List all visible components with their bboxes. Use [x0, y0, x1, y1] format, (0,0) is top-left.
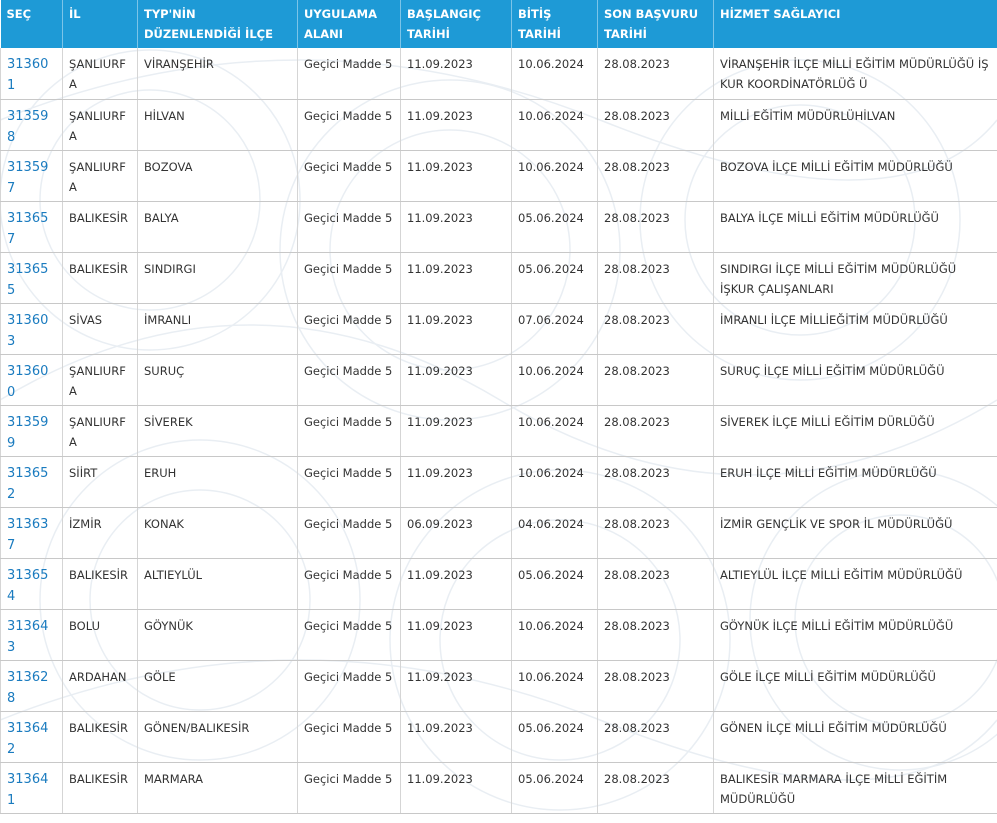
cell-ilce: BALYA	[138, 201, 298, 252]
cell-bitis-tarihi: 07.06.2024	[512, 303, 598, 354]
cell-ilce: GÖYNÜK	[138, 609, 298, 660]
select-link[interactable]: 313628	[7, 669, 49, 706]
cell-sec	[1, 609, 63, 660]
header-hizmet-saglayici[interactable]: HİZMET SAĞLAYICI	[714, 0, 997, 48]
cell-baslangic-tarihi: 11.09.2023	[401, 711, 512, 762]
cell-baslangic-tarihi: 06.09.2023	[401, 507, 512, 558]
cell-hizmet-saglayici: VİRANŞEHİR İLÇE MİLLİ EĞİTİM MÜDÜRLÜĞÜ İŞ KUR KOORDİNATÖRLÜĞ Ü	[714, 48, 997, 99]
cell-son-basvuru-tarihi: 28.08.2023	[598, 456, 714, 507]
cell-sec	[1, 456, 63, 507]
cell-uygulama-alani: Geçici Madde 5	[298, 303, 401, 354]
cell-il: ŞANLIURFA	[63, 354, 138, 405]
header-uygulama-alani[interactable]: UYGULAMA ALANI	[298, 0, 401, 48]
cell-son-basvuru-tarihi: 28.08.2023	[598, 150, 714, 201]
select-link[interactable]: 313597	[7, 159, 49, 196]
cell-son-basvuru-tarihi: 28.08.2023	[598, 99, 714, 150]
select-link[interactable]: 313603	[7, 312, 49, 349]
cell-uygulama-alani: Geçici Madde 5	[298, 405, 401, 456]
cell-bitis-tarihi: 10.06.2024	[512, 609, 598, 660]
cell-uygulama-alani: Geçici Madde 5	[298, 507, 401, 558]
cell-son-basvuru-tarihi: 28.08.2023	[598, 303, 714, 354]
cell-hizmet-saglayici: GÖYNÜK İLÇE MİLLİ EĞİTİM MÜDÜRLÜĞÜ	[714, 609, 997, 660]
cell-sec	[1, 150, 63, 201]
table-row	[1, 558, 997, 609]
cell-sec	[1, 507, 63, 558]
cell-hizmet-saglayici: MİLLİ EĞİTİM MÜDÜRLÜHİLVAN	[714, 99, 997, 150]
cell-hizmet-saglayici: SURUÇ İLÇE MİLLİ EĞİTİM MÜDÜRLÜĞÜ	[714, 354, 997, 405]
cell-ilce: GÖNEN/BALIKESİR	[138, 711, 298, 762]
cell-bitis-tarihi: 05.06.2024	[512, 711, 598, 762]
cell-hizmet-saglayici: SINDIRGI İLÇE MİLLİ EĞİTİM MÜDÜRLÜĞÜ İŞKUR ÇALIŞANLARI	[714, 252, 997, 303]
cell-son-basvuru-tarihi: 28.08.2023	[598, 609, 714, 660]
cell-hizmet-saglayici: GÖLE İLÇE MİLLİ EĞİTİM MÜDÜRLÜĞÜ	[714, 660, 997, 711]
cell-son-basvuru-tarihi: 28.08.2023	[598, 252, 714, 303]
cell-uygulama-alani: Geçici Madde 5	[298, 48, 401, 99]
cell-sec	[1, 660, 63, 711]
cell-son-basvuru-tarihi: 28.08.2023	[598, 711, 714, 762]
header-sec[interactable]: SEÇ	[1, 0, 63, 48]
cell-ilce: İMRANLI	[138, 303, 298, 354]
cell-bitis-tarihi: 10.06.2024	[512, 405, 598, 456]
cell-il: BALIKESİR	[63, 558, 138, 609]
select-link[interactable]: 313601	[7, 57, 49, 93]
cell-sec	[1, 558, 63, 609]
cell-sec	[1, 405, 63, 456]
table-row	[1, 252, 997, 303]
select-link[interactable]: 313637	[7, 516, 49, 553]
cell-sec	[1, 303, 63, 354]
cell-ilce: VİRANŞEHİR	[138, 48, 298, 99]
cell-ilce: ERUH	[138, 456, 298, 507]
cell-bitis-tarihi: 05.06.2024	[512, 762, 598, 813]
cell-baslangic-tarihi: 11.09.2023	[401, 405, 512, 456]
cell-bitis-tarihi: 05.06.2024	[512, 558, 598, 609]
cell-bitis-tarihi: 10.06.2024	[512, 150, 598, 201]
table-row	[1, 48, 997, 99]
cell-il: SİİRT	[63, 456, 138, 507]
select-link[interactable]: 313600	[7, 363, 49, 400]
select-link[interactable]: 313598	[7, 108, 49, 145]
cell-son-basvuru-tarihi: 28.08.2023	[598, 507, 714, 558]
table-row	[1, 354, 997, 405]
cell-baslangic-tarihi: 11.09.2023	[401, 252, 512, 303]
cell-il: BALIKESİR	[63, 201, 138, 252]
cell-uygulama-alani: Geçici Madde 5	[298, 762, 401, 813]
cell-sec	[1, 99, 63, 150]
cell-il: BOLU	[63, 609, 138, 660]
cell-baslangic-tarihi: 11.09.2023	[401, 99, 512, 150]
cell-son-basvuru-tarihi: 28.08.2023	[598, 354, 714, 405]
cell-sec	[1, 711, 63, 762]
cell-il: İZMİR	[63, 507, 138, 558]
cell-baslangic-tarihi: 11.09.2023	[401, 303, 512, 354]
cell-son-basvuru-tarihi: 28.08.2023	[598, 48, 714, 99]
cell-baslangic-tarihi: 11.09.2023	[401, 762, 512, 813]
cell-ilce: SİVEREK	[138, 405, 298, 456]
table-row	[1, 201, 997, 252]
cell-hizmet-saglayici: BOZOVA İLÇE MİLLİ EĞİTİM MÜDÜRLÜĞÜ	[714, 150, 997, 201]
select-link[interactable]: 313641	[7, 771, 49, 808]
cell-uygulama-alani: Geçici Madde 5	[298, 252, 401, 303]
cell-uygulama-alani: Geçici Madde 5	[298, 99, 401, 150]
cell-bitis-tarihi: 04.06.2024	[512, 507, 598, 558]
cell-bitis-tarihi: 10.06.2024	[512, 354, 598, 405]
select-link[interactable]: 313599	[7, 414, 49, 451]
cell-baslangic-tarihi: 11.09.2023	[401, 609, 512, 660]
cell-sec	[1, 762, 63, 813]
cell-baslangic-tarihi: 11.09.2023	[401, 48, 512, 99]
cell-ilce: HİLVAN	[138, 99, 298, 150]
cell-son-basvuru-tarihi: 28.08.2023	[598, 762, 714, 813]
table-row	[1, 405, 997, 456]
table-row	[1, 99, 997, 150]
cell-ilce: SURUÇ	[138, 354, 298, 405]
cell-baslangic-tarihi: 11.09.2023	[401, 558, 512, 609]
cell-bitis-tarihi: 05.06.2024	[512, 201, 598, 252]
cell-hizmet-saglayici: ERUH İLÇE MİLLİ EĞİTİM MÜDÜRLÜĞÜ	[714, 456, 997, 507]
select-link[interactable]: 313654	[7, 567, 49, 604]
cell-hizmet-saglayici: SİVEREK İLÇE MİLLİ EĞİTİM DÜRLÜĞÜ	[714, 405, 997, 456]
cell-bitis-tarihi: 10.06.2024	[512, 48, 598, 99]
table-row	[1, 762, 997, 813]
cell-il: ŞANLIURFA	[63, 405, 138, 456]
table-row	[1, 609, 997, 660]
cell-hizmet-saglayici: İZMİR GENÇLİK VE SPOR İL MÜDÜRLÜĞÜ	[714, 507, 997, 558]
cell-ilce: SINDIRGI	[138, 252, 298, 303]
table-row	[1, 303, 997, 354]
cell-hizmet-saglayici: BALIKESİR MARMARA İLÇE MİLLİ EĞİTİM MÜDÜRLÜĞÜ	[714, 762, 997, 813]
cell-hizmet-saglayici: ALTIEYLÜL İLÇE MİLLİ EĞİTİM MÜDÜRLÜĞÜ	[714, 558, 997, 609]
cell-bitis-tarihi: 05.06.2024	[512, 252, 598, 303]
cell-ilce: ALTIEYLÜL	[138, 558, 298, 609]
table-row	[1, 507, 997, 558]
cell-baslangic-tarihi: 11.09.2023	[401, 150, 512, 201]
cell-baslangic-tarihi: 11.09.2023	[401, 456, 512, 507]
cell-son-basvuru-tarihi: 28.08.2023	[598, 201, 714, 252]
cell-il: BALIKESİR	[63, 711, 138, 762]
cell-baslangic-tarihi: 11.09.2023	[401, 201, 512, 252]
cell-uygulama-alani: Geçici Madde 5	[298, 201, 401, 252]
cell-ilce: BOZOVA	[138, 150, 298, 201]
table-row	[1, 711, 997, 762]
select-link[interactable]: 313643	[7, 618, 49, 655]
table-row	[1, 660, 997, 711]
table-body	[1, 48, 997, 813]
cell-il: SİVAS	[63, 303, 138, 354]
cell-son-basvuru-tarihi: 28.08.2023	[598, 405, 714, 456]
table-row	[1, 456, 997, 507]
cell-bitis-tarihi: 10.06.2024	[512, 456, 598, 507]
cell-uygulama-alani: Geçici Madde 5	[298, 660, 401, 711]
cell-son-basvuru-tarihi: 28.08.2023	[598, 558, 714, 609]
header-son-basvuru-tarihi[interactable]: SON BAŞVURU TARİHİ	[598, 0, 714, 48]
cell-uygulama-alani: Geçici Madde 5	[298, 711, 401, 762]
cell-ilce: MARMARA	[138, 762, 298, 813]
header-ilce[interactable]: TYP'NİN DÜZENLENDİĞİ İLÇE	[138, 0, 298, 48]
select-link[interactable]: 313652	[7, 465, 49, 502]
select-link[interactable]: 313642	[7, 720, 49, 757]
header-il[interactable]: İL	[63, 0, 138, 48]
cell-baslangic-tarihi: 11.09.2023	[401, 660, 512, 711]
cell-uygulama-alani: Geçici Madde 5	[298, 609, 401, 660]
cell-hizmet-saglayici: İMRANLI İLÇE MİLLİEĞİTİM MÜDÜRLÜĞÜ	[714, 303, 997, 354]
table-header	[1, 0, 997, 48]
cell-ilce: KONAK	[138, 507, 298, 558]
cell-sec	[1, 252, 63, 303]
cell-son-basvuru-tarihi: 28.08.2023	[598, 660, 714, 711]
cell-uygulama-alani: Geçici Madde 5	[298, 456, 401, 507]
table-row	[1, 150, 997, 201]
header-baslangic-tarihi[interactable]: BAŞLANGIÇ TARİHİ	[401, 0, 512, 48]
cell-hizmet-saglayici: BALYA İLÇE MİLLİ EĞİTİM MÜDÜRLÜĞÜ	[714, 201, 997, 252]
cell-sec	[1, 48, 63, 99]
header-row	[1, 0, 997, 48]
cell-bitis-tarihi: 10.06.2024	[512, 99, 598, 150]
cell-il: BALIKESİR	[63, 762, 138, 813]
cell-il: ŞANLIURFA	[63, 99, 138, 150]
cell-uygulama-alani: Geçici Madde 5	[298, 150, 401, 201]
cell-sec	[1, 201, 63, 252]
cell-il: ŞANLIURFA	[63, 150, 138, 201]
cell-baslangic-tarihi: 11.09.2023	[401, 354, 512, 405]
cell-uygulama-alani: Geçici Madde 5	[298, 354, 401, 405]
cell-ilce: GÖLE	[138, 660, 298, 711]
cell-hizmet-saglayici: GÖNEN İLÇE MİLLİ EĞİTİM MÜDÜRLÜĞÜ	[714, 711, 997, 762]
cell-il: ŞANLIURFA	[63, 48, 138, 99]
cell-il: ARDAHAN	[63, 660, 138, 711]
select-link[interactable]: 313657	[7, 210, 49, 247]
cell-il: BALIKESİR	[63, 252, 138, 303]
cell-bitis-tarihi: 10.06.2024	[512, 660, 598, 711]
cell-uygulama-alani: Geçici Madde 5	[298, 558, 401, 609]
header-bitis-tarihi[interactable]: BİTİŞ TARİHİ	[512, 0, 598, 48]
select-link[interactable]: 313655	[7, 261, 49, 298]
cell-sec	[1, 354, 63, 405]
